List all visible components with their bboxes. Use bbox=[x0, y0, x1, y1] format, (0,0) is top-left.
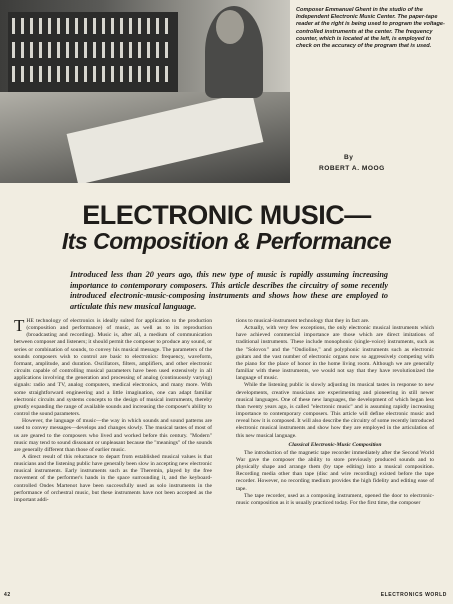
page-number: 42 bbox=[4, 592, 11, 598]
body-paragraph: tions to musical-instrument technology that they in fact are. bbox=[236, 318, 370, 324]
photo-caption: Composer Emmanuel Ghent in the studio of the Independent Electronic Music Center. The paper-tape reader at the right is being used to program the voltage-controlled instruments at the center. The frequency counter, which is located at the left, is employed to check on the accuracy of the program that is used. bbox=[296, 7, 445, 50]
body-column-right bbox=[236, 318, 434, 507]
article-subtitle: Its Composition & Performance bbox=[61, 228, 392, 254]
body-paragraph: The tape recorder, used as a composing instrument, opened the door to electronic-music composition as it is usually practiced today. For the first time, the composer bbox=[236, 492, 434, 506]
intro-deck: Introduced less than 20 years ago, this new type of music is rapidly assuming increasing importance to contemporary composers. This article describes the circuitry of some recently introduced electronic-music-composing instruments and shows how these are employed to articulate this new musical language. bbox=[70, 270, 388, 311]
body-column-left bbox=[14, 318, 212, 504]
studio-photo bbox=[0, 0, 290, 183]
byline-author: ROBERT A. MOOG bbox=[319, 165, 385, 172]
body-paragraph: THE technology of electronics is ideally suited for application to the production (composition and performance) of music, as well as to its reproduction (broadcasting and recording). Music is, after all, a medium of communication between composer and listeners; it should permit the composer to produce any sound, or series or combination of sounds, to convey his musical message. The parameters of the sounds composers wish to control are basic to electronics: frequency, waveform, formant, amplitude, and duration. Oscillators, filters, amplifiers, and other electronic circuits capable of controlling musical parameters have been used extensively in all applications involving the generation and processing of analog (continuously varying) signals: radio and TV, analog computers, medical electronics, and many more. With some straightforward engineering and a little imagination, one can adapt familiar electronic circuits and systems concepts to the design of musical instruments, thereby greatly expanding the range of available sounds and increasing the composer's ability to control the sound parameters. bbox=[14, 316, 212, 418]
article-title: ELECTRONIC MUSIC— bbox=[82, 200, 371, 230]
magazine-name: ELECTRONICS WORLD bbox=[380, 592, 447, 598]
body-paragraph: While the listening public is slowly adjusting its musical tastes in response to new developments, creative musicians are experimenting and pioneering in still newer musical languages. One of these new languages, the development of which began less than twenty years ago, is called "electronic music" and is assuming rapidly increasing importance to contemporary composers. This article will define electronic music and reveal how it is composed. It will also describe the circuitry of some recently introduced electronic musical instruments and show how they are employed in the articulation of this new musical language. bbox=[236, 382, 434, 439]
body-paragraph: However, the language of music—the way in which sounds and sound patterns are used to convey messages—develops and changes slowly. The musical tastes of most of us are geared to the composers who lived and worked before this century. "Modern" music may tend to sound dissonant or unpleasant because the "meanings" of the sounds are generally different than those of earlier music. bbox=[14, 418, 212, 453]
body-paragraph: The introduction of the magnetic tape recorder immediately after the Second World War gave the composer the ability to store previously produced sounds and to physically shape and arrange them (by tape editing) into a musical composition. Recording media other than tape (disc and wire recording) existed before the tape recorder. However, no recording medium provides the high fidelity and editing ease of tape. bbox=[236, 449, 434, 492]
body-paragraph: A direct result of this reluctance to depart from established musical values is that musicians and the listening public have generally been slow in accepting new electronic musical instruments. Early instruments such as the Theremin, played by the free movement of the performer's hands in the space surrounding it, and the keyboard-controlled Ondes Martenot have been successfully used as solo instruments in the performance of orchestral music, but these instruments have not been accepted as the important addi- bbox=[14, 453, 212, 503]
section-subhead: Classical Electronic-Music Composition bbox=[288, 441, 382, 448]
byline-by: By bbox=[344, 154, 354, 161]
drop-cap: T bbox=[14, 316, 25, 335]
body-paragraph: Actually, with very few exceptions, the only electronic musical instruments which have achieved commercial importance are those which are direct imitations of traditional instruments. These include monophonic (single-voice) instruments, such as the "Solovox" and the "Ondioline," and polyphonic instruments such as electronic guitars and the vast number of electronic organs now so aggressively competing with the piano for the place of honor in the home living room. Although we are generally familiar with these instruments, we would not say that they have revolutionized the language of music. bbox=[236, 325, 434, 382]
